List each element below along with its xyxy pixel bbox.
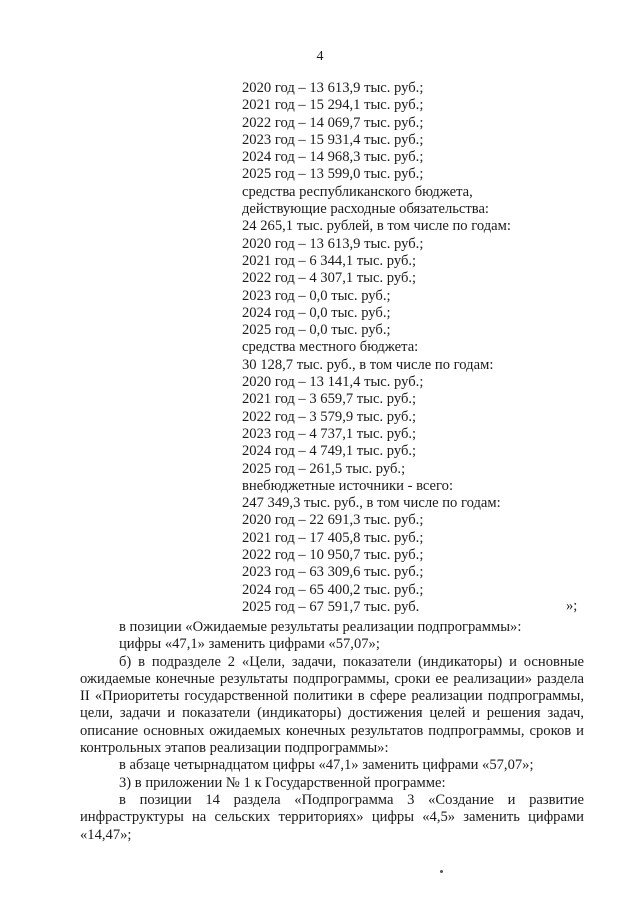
funding-line: 2023 год – 0,0 тыс. руб.; xyxy=(242,287,391,304)
funding-line: 2021 год – 3 659,7 тыс. руб.; xyxy=(242,391,417,408)
funding-breakdown xyxy=(242,80,582,616)
funding-total: 24 265,1 тыс. рублей, в том числе по годам: xyxy=(242,218,511,235)
funding-line: 2025 год – 261,5 тыс. руб.; xyxy=(242,460,406,477)
paragraph: в абзаце четырнадцатом цифры «47,1» заменить цифрами «57,07»; xyxy=(119,757,534,774)
funding-line: 2022 год – 3 579,9 тыс. руб.; xyxy=(242,408,417,425)
funding-line: 2022 год – 14 069,7 тыс. руб.; xyxy=(242,114,424,131)
funding-total: 30 128,7 тыс. руб., в том числе по годам: xyxy=(242,356,494,373)
funding-line: 2024 год – 0,0 тыс. руб.; xyxy=(242,304,391,321)
funding-line: 2020 год – 22 691,3 тыс. руб.; xyxy=(242,512,424,529)
paragraph: б) в подразделе 2 «Цели, задачи, показатели (индикаторы) и основные ожидаемые конечные результаты подпрограммы, сроки ее реализации» раздела II «Приоритеты государственной политики в сфере реализации подпрограммы, цели, задачи и показатели (индикаторы) достижения целей и решения задач, описание основных ожидаемых конечных результатов подпрограммы, сроков и контрольных этапов реализации подпрограммы»: xyxy=(80,653,584,757)
funding-line: 2020 год – 13 613,9 тыс. руб.; xyxy=(242,80,424,96)
funding-line: 2021 год – 15 294,1 тыс. руб.; xyxy=(242,97,424,114)
closing-quote: »; xyxy=(566,598,578,614)
funding-line: 2021 год – 6 344,1 тыс. руб.; xyxy=(242,252,417,269)
paragraph: цифры «47,1» заменить цифрами «57,07»; xyxy=(119,636,380,653)
paragraph: в позиции «Ожидаемые результаты реализации подпрограммы»: xyxy=(119,619,522,635)
funding-line: 2022 год – 4 307,1 тыс. руб.; xyxy=(242,270,417,287)
funding-line: 2025 год – 67 591,7 тыс. руб. xyxy=(242,598,420,615)
funding-line: 2025 год – 0,0 тыс. руб.; xyxy=(242,322,391,339)
funding-line: 2023 год – 63 309,6 тыс. руб.; xyxy=(242,564,424,581)
funding-line: 2023 год – 4 737,1 тыс. руб.; xyxy=(242,425,417,442)
funding-source-heading: средства республиканского бюджета, xyxy=(242,183,473,200)
paragraph: 3) в приложении № 1 к Государственной программе: xyxy=(119,774,446,791)
funding-line: 2024 год – 65 400,2 тыс. руб.; xyxy=(242,581,424,598)
paragraph: в позиции 14 раздела «Подпрограмма 3 «Создание и развитие инфраструктуры на сельских территориях» цифры «4,5» заменить цифрами «14,47»; xyxy=(80,791,584,843)
funding-source-heading: внебюджетные источники - всего: xyxy=(242,477,453,494)
funding-line: 2025 год – 13 599,0 тыс. руб.; xyxy=(242,166,424,183)
funding-line: 2023 год – 15 931,4 тыс. руб.; xyxy=(242,131,424,148)
funding-line: 2022 год – 10 950,7 тыс. руб.; xyxy=(242,547,424,564)
funding-line: 2024 год – 4 749,1 тыс. руб.; xyxy=(242,443,417,460)
funding-total: 247 349,3 тыс. руб., в том числе по годам: xyxy=(242,495,501,512)
scan-speck xyxy=(440,870,443,873)
funding-source-heading: средства местного бюджета: xyxy=(242,339,419,356)
amendment-text xyxy=(80,619,584,844)
funding-line: 2021 год – 17 405,8 тыс. руб.; xyxy=(242,529,424,546)
funding-source-heading: действующие расходные обязательства: xyxy=(242,201,489,218)
funding-line: 2020 год – 13 141,4 тыс. руб.; xyxy=(242,374,424,391)
funding-line: 2024 год – 14 968,3 тыс. руб.; xyxy=(242,149,424,166)
page-number: 4 xyxy=(316,49,324,64)
funding-line: 2020 год – 13 613,9 тыс. руб.; xyxy=(242,235,424,252)
